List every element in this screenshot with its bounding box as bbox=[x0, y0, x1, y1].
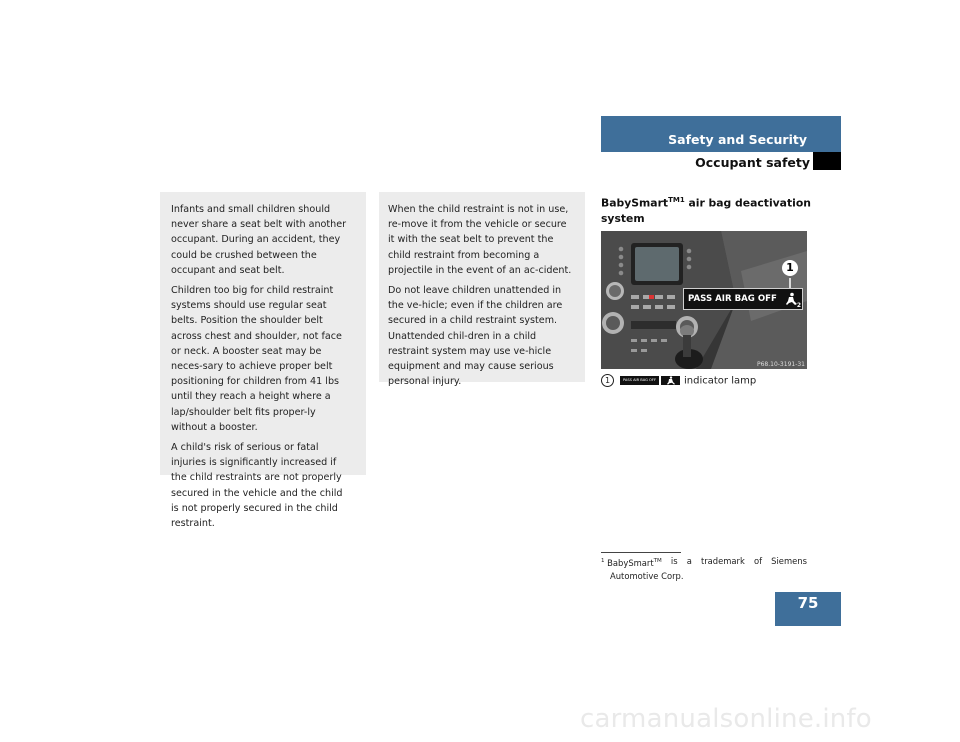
footnote-line-2: Automotive Corp. bbox=[610, 570, 684, 581]
image-code: P68.10-3191-31 bbox=[756, 361, 805, 368]
warning-paragraph: Do not leave children unattended in the ve-hicle; even if the children are secured in a child restraint system. Unattended chil-dren in a child restraint system may use ve-hicle equipment and may cause serious personal injury. bbox=[388, 285, 563, 388]
footnote-word: Siemens bbox=[771, 556, 807, 566]
child-restraint-warning-panel bbox=[379, 192, 585, 388]
footnote-brand-text: BabySmart bbox=[607, 557, 654, 568]
pass-airbag-off-lamp-enlarged bbox=[683, 288, 803, 310]
page-number: 75 bbox=[797, 594, 819, 612]
seat-icon-subscript: 2 bbox=[796, 302, 801, 309]
chapter-tab-marker bbox=[813, 152, 841, 170]
page-number-box bbox=[775, 592, 841, 626]
warning-paragraph: Children too big for child restraint systems should use regular seat belts. Position the shoulder belt across chest and shoulder, not face or neck. A booster seat may be neces-sary to achieve proper belt positioning for children from 41 lbs until they reach a height where a lap/shoulder belt fits proper-ly without a booster. bbox=[171, 285, 342, 433]
warning-paragraph: A child's risk of serious or fatal injuries is significantly increased if the child restraints are not properly secured in the vehicle and the child is not properly secured in the child restraint. bbox=[171, 442, 343, 530]
warning-paragraph: Infants and small children should never share a seat belt with another occupant. During an accident, they could be crushed between the occupant and seat belt. bbox=[171, 204, 347, 276]
footnote-word: of bbox=[753, 556, 763, 566]
section-title-rest: air bag deactivation system bbox=[601, 196, 811, 225]
section-header-title: Safety and Security bbox=[668, 132, 807, 147]
section-title-main: BabySmart bbox=[601, 196, 669, 210]
footnote-brand-sup: TM bbox=[653, 558, 662, 564]
footnote-word: is bbox=[670, 556, 678, 566]
dashboard-photo bbox=[601, 231, 807, 369]
footnote-word: a bbox=[686, 556, 692, 566]
caption-text: indicator lamp bbox=[684, 375, 757, 387]
footnote-word: trademark bbox=[700, 556, 745, 566]
footnote bbox=[601, 555, 807, 583]
section-title-superscript: TM1 bbox=[668, 196, 685, 204]
section-title bbox=[601, 193, 811, 226]
seat-occupant-icon bbox=[784, 292, 801, 309]
lamp-label: PASS AIR BAG OFF bbox=[688, 294, 777, 304]
child-safety-warning-panel bbox=[160, 192, 366, 530]
caption-number: 1 bbox=[601, 374, 614, 387]
caption-seat-icon bbox=[661, 376, 680, 385]
warning-paragraph: When the child restraint is not in use, re-move it from the vehicle or secure it with the seat belt to prevent the child restraint from becoming a projectile in the event of an ac-cident. bbox=[388, 204, 572, 276]
section-header-subtitle: Occupant safety bbox=[695, 155, 810, 170]
footnote-marker: 1 bbox=[601, 558, 605, 564]
footnote-brand bbox=[601, 555, 662, 570]
footnote-divider bbox=[601, 552, 681, 553]
footnote-line-1 bbox=[601, 555, 807, 570]
watermark: carmanualsonline.info bbox=[580, 704, 872, 734]
header-band bbox=[601, 116, 841, 152]
caption-lamp-text: PASS AIR BAG OFF bbox=[620, 376, 659, 385]
callout-number-1: 1 bbox=[782, 260, 798, 276]
photo-caption bbox=[601, 374, 811, 389]
